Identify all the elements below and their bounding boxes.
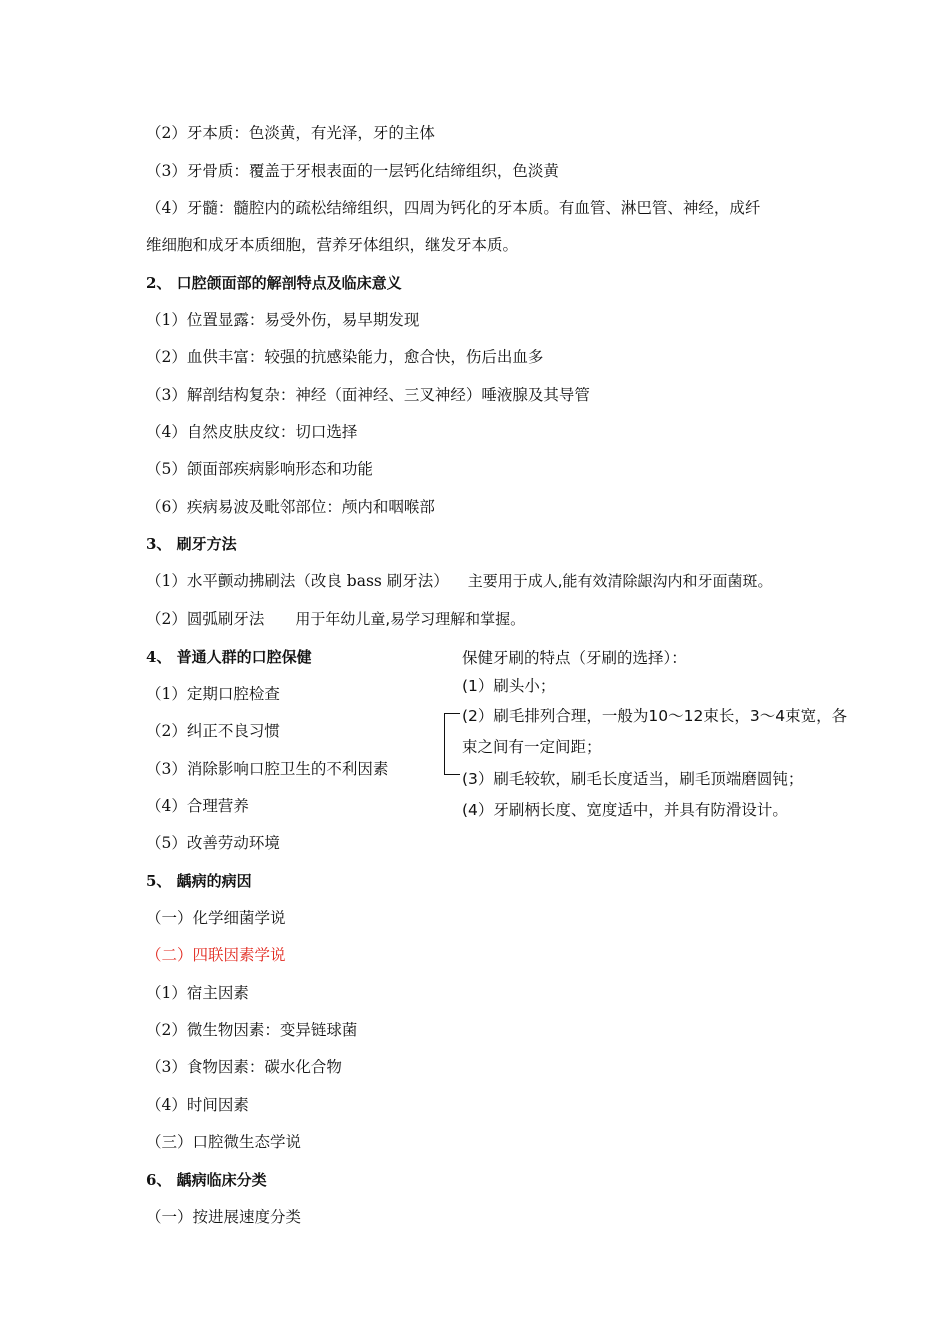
text-line: （3）食物因素：碳水化合物 (146, 1058, 342, 1076)
text-line: （1）定期口腔检查 (146, 685, 280, 703)
highlighted-line: （二）四联因素学说 (146, 946, 286, 964)
section-heading: 4、 普通人群的口腔保健 (146, 648, 312, 666)
text-line: （4）时间因素 (146, 1096, 249, 1114)
method-note: 主要用于成人,能有效清除龈沟内和牙面菌斑。 (467, 572, 773, 590)
text-line: （4）牙髓：髓腔内的疏松结缔组织，四周为钙化的牙本质。有血管、淋巴管、神经，成纤 (146, 199, 761, 217)
section-heading: 2、 口腔颌面部的解剖特点及临床意义 (146, 274, 402, 292)
method-note: 用于年幼儿童,易学习理解和掌握。 (295, 610, 526, 628)
section-heading: 5、 龋病的病因 (146, 872, 252, 890)
text-line: （5）颌面部疾病影响形态和功能 (146, 460, 373, 478)
text-line: （2）血供丰富：较强的抗感染能力，愈合快，伤后出血多 (146, 348, 544, 366)
method-label: （2）圆弧刷牙法 (146, 610, 265, 628)
text-line (146, 609, 525, 629)
text-line: （2）纠正不良习惯 (146, 722, 280, 740)
text-line: （三）口腔微生态学说 (146, 1133, 302, 1151)
text-line: （2）牙本质：色淡黄，有光泽，牙的主体 (146, 124, 435, 142)
text-line: （一）按进展速度分类 (146, 1208, 302, 1226)
toothbrush-item: (2）刷毛排列合理，一般为10～12束长，3～4束宽，各 (462, 707, 848, 725)
toothbrush-item: 束之间有一定间距； (462, 738, 602, 756)
text-line: （一）化学细菌学说 (146, 909, 286, 927)
text-line: （6）疾病易波及毗邻部位：颅内和咽喉部 (146, 498, 435, 516)
toothbrush-item: (4）牙刷柄长度、宽度适中，并具有防滑设计。 (462, 801, 788, 819)
text-line: 维细胞和成牙本质细胞，营养牙体组织，继发牙本质。 (146, 236, 519, 254)
text-line: （1）位置显露：易受外伤，易早期发现 (146, 311, 420, 329)
section-heading: 6、 龋病临床分类 (146, 1171, 267, 1189)
toothbrush-item: (1）刷头小； (462, 677, 556, 695)
text-line: （1）宿主因素 (146, 984, 249, 1002)
text-line: （2）微生物因素：变异链球菌 (146, 1021, 358, 1039)
text-line: （4）合理营养 (146, 797, 249, 815)
text-line (146, 571, 773, 591)
text-line: （3）解剖结构复杂：神经（面神经、三叉神经）唾液腺及其导管 (146, 386, 590, 404)
text-line: （5）改善劳动环境 (146, 834, 280, 852)
bracket-connector (444, 713, 460, 775)
text-line: （3）消除影响口腔卫生的不利因素 (146, 760, 389, 778)
text-line: （4）自然皮肤皮纹：切口选择 (146, 423, 358, 441)
text-line: （3）牙骨质：覆盖于牙根表面的一层钙化结缔组织，色淡黄 (146, 162, 559, 180)
toothbrush-box-title: 保健牙刷的特点（牙刷的选择）： (462, 649, 687, 667)
section-heading: 3、 刷牙方法 (146, 535, 237, 553)
method-label: （1）水平颤动拂刷法（改良 bass 刷牙法） (146, 572, 449, 590)
toothbrush-item: (3）刷毛较软，刷毛长度适当，刷毛顶端磨圆钝； (462, 770, 804, 788)
